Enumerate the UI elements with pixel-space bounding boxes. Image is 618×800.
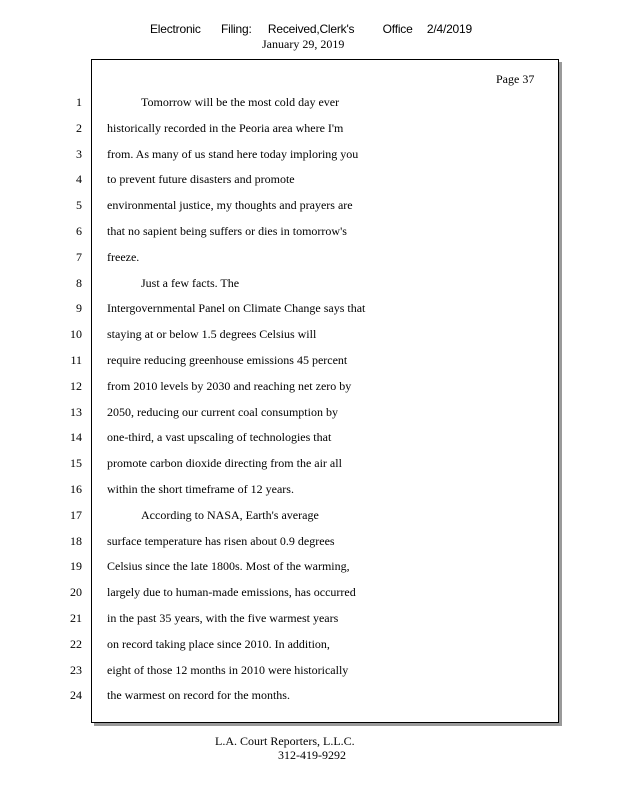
line-number: 19 xyxy=(70,559,82,573)
filing-header xyxy=(0,22,618,52)
transcript-line: to prevent future disasters and promote xyxy=(107,172,295,186)
line-number: 9 xyxy=(76,301,82,315)
line-number: 1 xyxy=(76,95,82,109)
transcript-line: According to NASA, Earth's average xyxy=(141,508,319,522)
transcript-line: the warmest on record for the months. xyxy=(107,688,290,702)
line-number: 8 xyxy=(76,276,82,290)
filing-date: 2/4/2019 xyxy=(426,22,472,36)
transcript-line: freeze. xyxy=(107,250,140,264)
transcript-line: promote carbon dioxide directing from the air all xyxy=(107,456,342,470)
line-number: 6 xyxy=(76,224,82,238)
line-number: 5 xyxy=(76,198,82,212)
line-number: 2 xyxy=(76,121,82,135)
transcript-line: Tomorrow will be the most cold day ever xyxy=(141,95,340,109)
filing-label-filing: Filing: xyxy=(220,22,252,36)
transcript-line: one-third, a vast upscaling of technologies that xyxy=(107,430,332,444)
transcript-line: Celsius since the late 1800s. Most of the warming, xyxy=(107,559,350,573)
line-number: 17 xyxy=(70,508,82,522)
line-number: 16 xyxy=(70,482,82,496)
transcript-line: in the past 35 years, with the five warmest years xyxy=(107,611,339,625)
reporter-phone: 312-419-9292 xyxy=(278,748,346,762)
line-number: 14 xyxy=(70,430,82,444)
filing-stamp xyxy=(150,22,472,36)
transcript-line: surface temperature has risen about 0.9 degrees xyxy=(107,534,335,548)
transcript-line: 2050, reducing our current coal consumption by xyxy=(107,405,338,419)
transcript-line: on record taking place since 2010. In addition, xyxy=(107,637,330,651)
line-number: 20 xyxy=(70,585,82,599)
reporter-company: L.A. Court Reporters, L.L.C. xyxy=(215,734,355,748)
line-number: 15 xyxy=(70,456,82,470)
page-number: Page 37 xyxy=(496,72,535,86)
line-number: 7 xyxy=(76,250,82,264)
line-number: 10 xyxy=(70,327,82,341)
line-number: 23 xyxy=(70,663,82,677)
transcript-line: require reducing greenhouse emissions 45 percent xyxy=(107,353,348,367)
line-number: 3 xyxy=(76,147,82,161)
line-number: 11 xyxy=(70,353,82,367)
transcript-line: from. As many of us stand here today imploring you xyxy=(107,147,359,161)
transcript-line: staying at or below 1.5 degrees Celsius will xyxy=(107,327,317,341)
filing-label-office: Office xyxy=(382,22,413,36)
line-number: 22 xyxy=(70,637,82,651)
transcript-line: Just a few facts. The xyxy=(141,276,240,290)
transcript-line: within the short timeframe of 12 years. xyxy=(107,482,294,496)
filing-label-received: Received,Clerk's xyxy=(267,22,355,36)
line-number: 21 xyxy=(70,611,82,625)
line-number: 13 xyxy=(70,405,82,419)
line-number: 18 xyxy=(70,534,82,548)
line-number: 24 xyxy=(70,688,82,702)
line-number: 12 xyxy=(70,379,82,393)
transcript-line: eight of those 12 months in 2010 were historically xyxy=(107,663,349,677)
transcript-line: Intergovernmental Panel on Climate Change says that xyxy=(107,301,366,315)
transcript-line: largely due to human-made emissions, has occurred xyxy=(107,585,356,599)
filing-label-electronic: Electronic xyxy=(150,22,201,36)
transcript-line: from 2010 levels by 2030 and reaching net zero by xyxy=(107,379,352,393)
line-number: 4 xyxy=(76,172,82,186)
transcript-line: that no sapient being suffers or dies in tomorrow's xyxy=(107,224,347,238)
transcript-date: January 29, 2019 xyxy=(262,37,345,51)
transcript-line: environmental justice, my thoughts and prayers are xyxy=(107,198,353,212)
transcript-line: historically recorded in the Peoria area where I'm xyxy=(107,121,344,135)
